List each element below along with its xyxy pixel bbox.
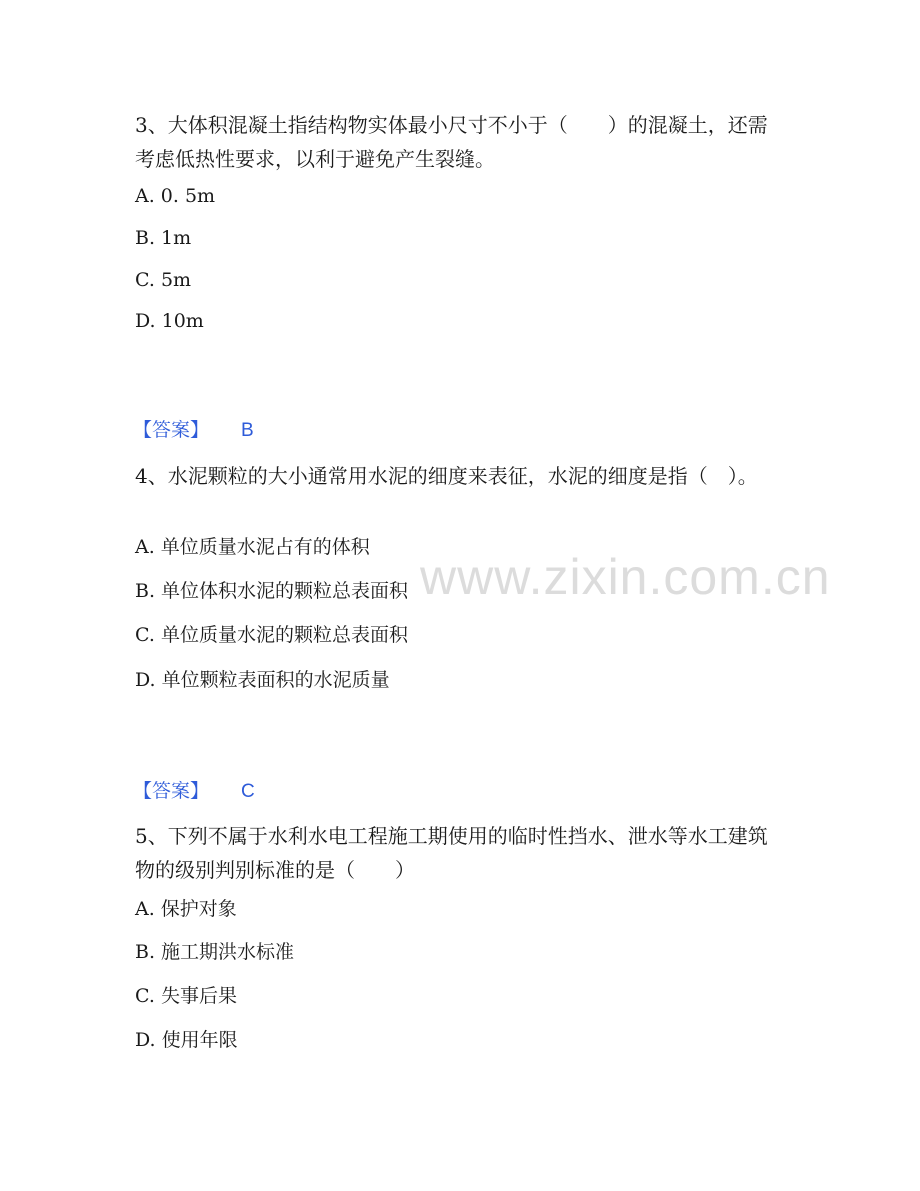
question-3-option-c: C. 5m	[135, 269, 192, 291]
watermark: www.zixin.com.cn	[420, 549, 831, 605]
answer-label: 【答案】	[133, 419, 210, 441]
question-4-option-b: B. 单位体积水泥的颗粒总表面积	[135, 580, 409, 602]
question-4-option-c: C. 单位质量水泥的颗粒总表面积	[135, 624, 408, 646]
question-5-option-d: D. 使用年限	[135, 1029, 238, 1051]
question-5-option-c: C. 失事后果	[135, 985, 237, 1007]
answer-label: 【答案】	[133, 780, 210, 802]
question-3-option-b: B. 1m	[135, 227, 192, 249]
answer-value: C	[241, 781, 255, 802]
question-4-option-a: A. 单位质量水泥占有的体积	[135, 536, 370, 558]
question-3-option-d: D. 10m	[135, 310, 204, 332]
question-5-title: 5、下列不属于水利水电工程施工期使用的临时性挡水、泄水等水工建筑物的级别判别标准的是（ ）	[135, 824, 768, 882]
question-4-answer	[133, 779, 255, 804]
question-3-option-a: A. 0. 5m	[135, 185, 216, 207]
question-3-answer	[133, 418, 254, 443]
question-3-title: 3、大体积混凝土指结构物实体最小尺寸不小于（ ）的混凝土，还需考虑低热性要求，以利于避免产生裂缝。	[135, 113, 768, 171]
question-4-option-d: D. 单位颗粒表面积的水泥质量	[135, 669, 390, 691]
question-5-option-b: B. 施工期洪水标准	[135, 941, 295, 963]
question-5-option-a: A. 保护对象	[135, 898, 237, 920]
answer-value: B	[241, 420, 254, 441]
question-4-title: 4、水泥颗粒的大小通常用水泥的细度来表征，水泥的细度是指（ ）。	[135, 464, 758, 488]
